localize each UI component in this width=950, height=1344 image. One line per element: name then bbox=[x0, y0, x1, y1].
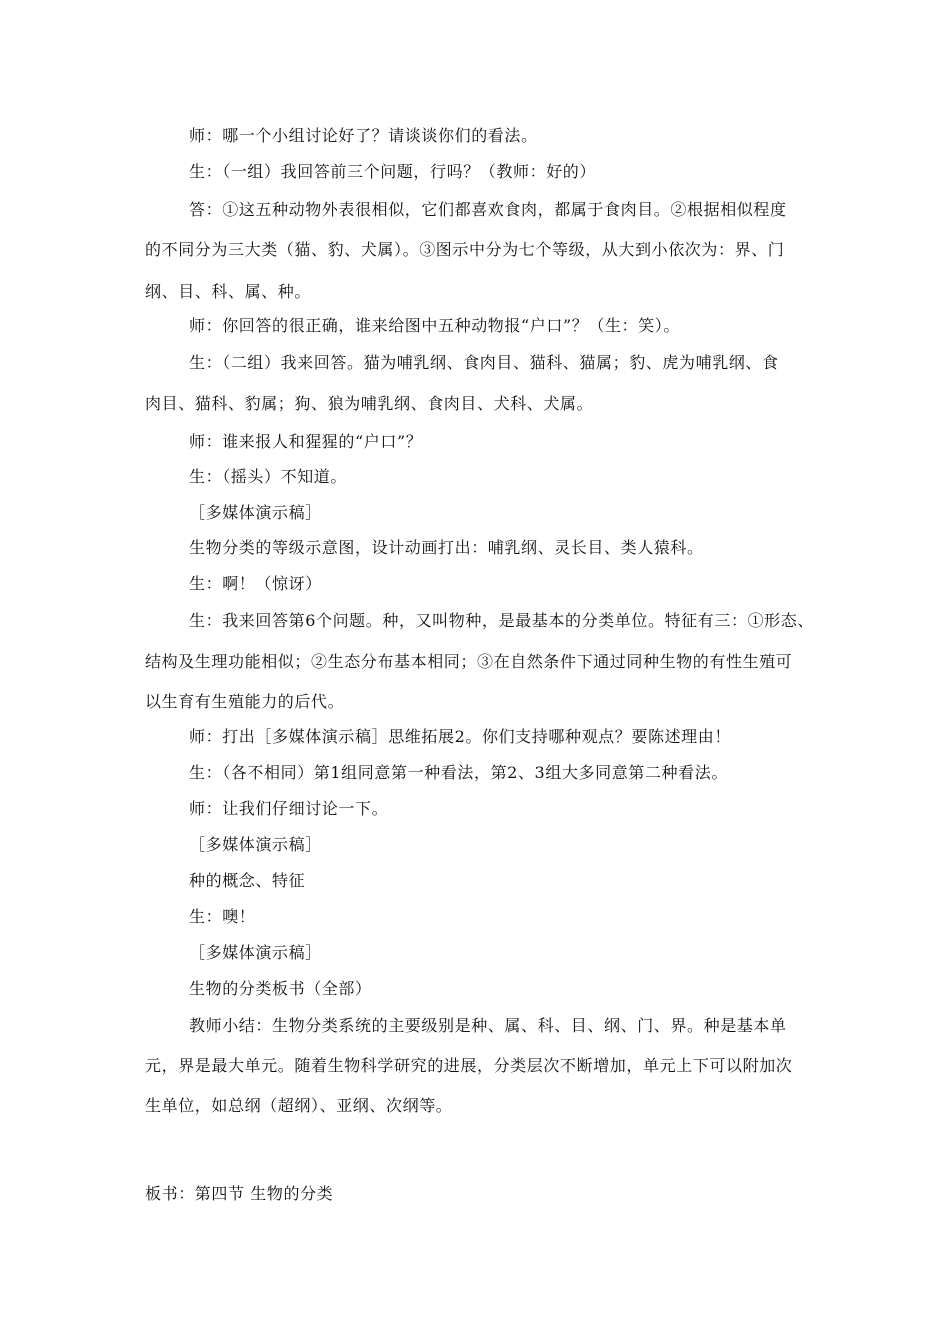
text-line: ［多媒体演示稿］ bbox=[189, 503, 322, 522]
text-line: 以生育有生殖能力的后代。 bbox=[145, 692, 345, 711]
text-line: 师：打出［多媒体演示稿］思维拓展2。你们支持哪种观点？要陈述理由！ bbox=[189, 727, 731, 746]
text-line: 元，界是最大单元。随着生物科学研究的进展，分类层次不断增加，单元上下可以附加次 bbox=[145, 1056, 793, 1075]
text-line: 生物分类的等级示意图，设计动画打出：哺乳纲、灵长目、类人猿科。 bbox=[189, 538, 704, 557]
text-line: ［多媒体演示稿］ bbox=[189, 943, 322, 962]
text-line: 师：谁来报人和猩猩的“户口”？ bbox=[189, 432, 423, 451]
text-line: 纲、目、科、属、种。 bbox=[145, 282, 312, 301]
text-line: ［多媒体演示稿］ bbox=[189, 835, 322, 854]
text-line: 生：噢！ bbox=[189, 907, 256, 926]
text-line: 师：哪一个小组讨论好了？请谈谈你们的看法。 bbox=[189, 126, 538, 145]
text-line: 生单位，如总纲（超纲）、亚纲、次纲等。 bbox=[145, 1096, 453, 1115]
text-line: 生：我来回答第6个问题。种，又叫物种，是最基本的分类单位。特征有三：①形态、 bbox=[189, 611, 814, 630]
text-line: 结构及生理功能相似；②生态分布基本相同；③在自然条件下通过同种生物的有性生殖可 bbox=[145, 652, 793, 671]
text-line: 教师小结：生物分类系统的主要级别是种、属、科、目、纲、门、界。种是基本单 bbox=[189, 1016, 787, 1035]
text-line: 种的概念、特征 bbox=[189, 871, 306, 890]
text-line: 生：（摇头）不知道。 bbox=[189, 467, 348, 486]
text-line: 生：（一组）我回答前三个问题，行吗？（教师：好的） bbox=[189, 162, 597, 181]
text-line: 师：让我们仔细讨论一下。 bbox=[189, 799, 389, 818]
text-line: 生：（各不相同）第1组同意第一种看法，第2、3组大多同意第二种看法。 bbox=[189, 763, 728, 782]
text-line: 生物的分类板书（全部） bbox=[189, 979, 372, 998]
text-line: 肉目、猫科、豹属；狗、狼为哺乳纲、食肉目、犬科、犬属。 bbox=[145, 394, 594, 413]
text-line: 生：啊！（惊讶） bbox=[189, 574, 322, 593]
text-line: 板书：第四节 生物的分类 bbox=[145, 1184, 334, 1203]
text-line: 的不同分为三大类（猫、豹、犬属）。③图示中分为七个等级，从大到小依次为：界、门 bbox=[145, 240, 785, 259]
text-line: 答：①这五种动物外表很相似，它们都喜欢食肉，都属于食肉目。②根据相似程度 bbox=[189, 200, 787, 219]
text-line: 师：你回答的很正确，谁来给图中五种动物报“户口”？（生：笑）。 bbox=[189, 316, 680, 335]
text-line: 生：（二组）我来回答。猫为哺乳纲、食肉目、猫科、猫属；豹、虎为哺乳纲、食 bbox=[189, 353, 779, 372]
